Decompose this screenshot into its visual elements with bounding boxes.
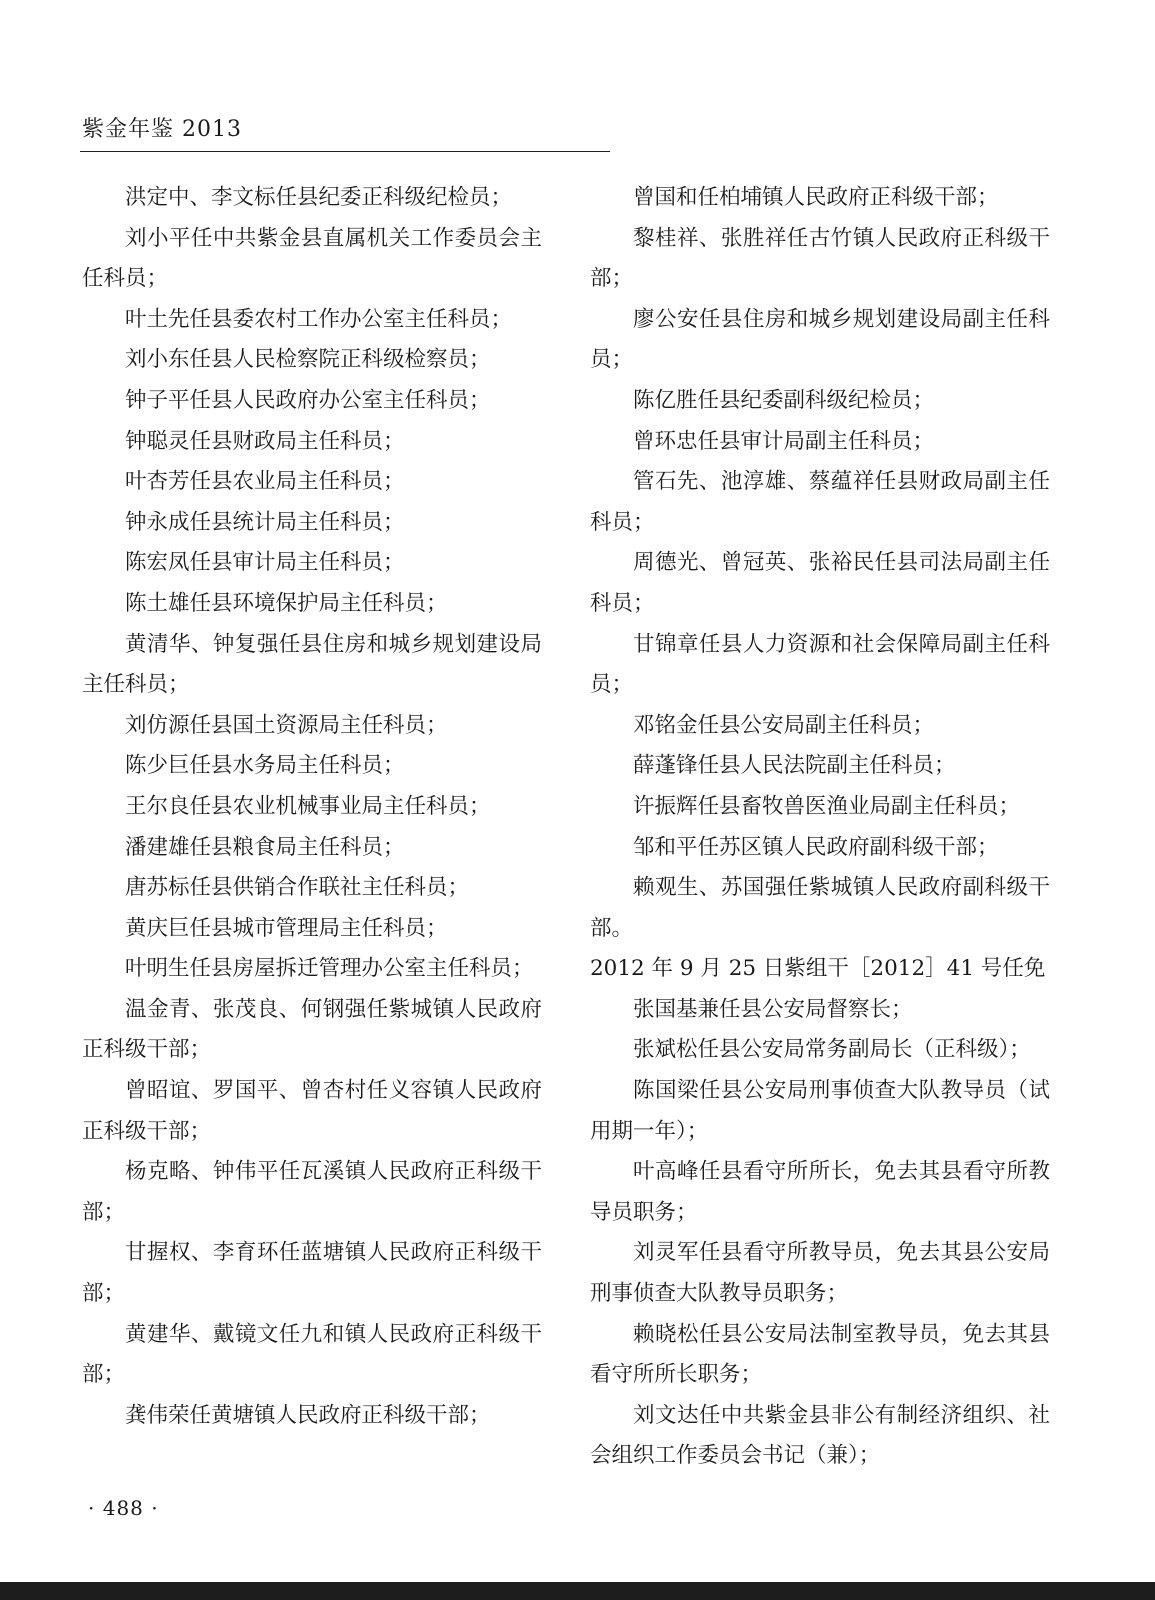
appointment-entry: 张国基兼任县公安局督察长；	[633, 996, 913, 1022]
appointment-entry: 钟聪灵任县财政局主任科员；	[125, 428, 405, 454]
appointment-entry: 管石先、池淳雄、蔡蕴祥任县财政局副主任科员；	[590, 469, 1050, 535]
right-column	[590, 178, 1050, 1477]
appointment-entry: 刘仿源任县国土资源局主任科员；	[125, 712, 448, 738]
appointment-entry: 曾国和任柏埔镇人民政府正科级干部；	[633, 185, 999, 210]
scan-bottom-edge	[0, 1582, 1155, 1600]
appointment-entry: 黄清华、钟复强任县住房和城乡规划建设局主任科员；	[82, 631, 542, 698]
page-number: · 488 ·	[88, 1496, 159, 1520]
appointment-entry: 黄建华、戴镜文任九和镇人民政府正科级干部；	[82, 1321, 542, 1388]
appointment-entry: 廖公安任县住房和城乡规划建设局副主任科员；	[590, 306, 1050, 373]
appointment-entry: 刘小东任县人民检察院正科级检察员；	[125, 347, 491, 373]
appointment-entry: 甘锦章任县人力资源和社会保障局副主任科员；	[590, 631, 1050, 698]
appointment-entry: 陈少巨任县水务局主任科员；	[125, 753, 405, 779]
appointment-entry: 曾环忠任县审计局副主任科员；	[633, 428, 935, 454]
appointment-entry: 刘灵军任县看守所教导员，免去其县公安局刑事侦查大队教导员职务；	[590, 1240, 1050, 1307]
appointment-entry: 钟永成任县统计局主任科员；	[125, 509, 405, 535]
appointment-entry: 叶杏芳任县农业局主任科员；	[125, 469, 405, 495]
appointment-entry: 陈国梁任县公安局刑事侦查大队教导员（试用期一年）；	[590, 1078, 1050, 1144]
appointment-entry: 陈宏凤任县审计局主任科员；	[125, 550, 405, 576]
appointment-entry: 张斌松任县公安局常务副局长（正科级）；	[633, 1037, 1031, 1063]
appointment-entry: 甘握权、李育环任蓝塘镇人民政府正科级干部；	[82, 1240, 542, 1307]
appointment-entry: 黎桂祥、张胜祥任古竹镇人民政府正科级干部；	[590, 225, 1050, 292]
appointment-entry: 叶明生任县房屋拆迁管理办公室主任科员；	[125, 956, 534, 982]
appointment-entry: 刘文达任中共紫金县非公有制经济组织、社会组织工作委员会书记（兼）；	[590, 1402, 1050, 1469]
appointment-entry: 邓铭金任县公安局副主任科员；	[633, 712, 935, 738]
right-column-entries-after	[590, 990, 1050, 1477]
appointment-entry: 邹和平任苏区镇人民政府副科级干部；	[633, 834, 999, 860]
appointment-entry: 温金青、张茂良、何钢强任紫城镇人民政府正科级干部；	[82, 996, 542, 1063]
appointment-entry: 曾昭谊、罗国平、曾杏村任义容镇人民政府正科级干部；	[82, 1078, 542, 1144]
appointment-entry: 龚伟荣任黄塘镇人民政府正科级干部；	[125, 1402, 491, 1428]
appointment-entry: 周德光、曾冠英、张裕民任县司法局副主任科员；	[590, 550, 1050, 616]
header-rule	[80, 151, 610, 152]
appointment-entry: 潘建雄任县粮食局主任科员；	[125, 834, 405, 860]
appointment-entry: 刘小平任中共紫金县直属机关工作委员会主任科员；	[82, 225, 542, 292]
appointment-entry: 叶土先任县委农村工作办公室主任科员；	[125, 306, 513, 332]
left-column	[82, 178, 542, 1436]
appointment-entry: 陈土雄任县环境保护局主任科员；	[125, 590, 448, 616]
appointment-entry: 杨克略、钟伟平任瓦溪镇人民政府正科级干部；	[82, 1159, 542, 1225]
running-header: 紫金年鉴 2013	[82, 117, 242, 142]
appointment-entry: 薛蓬锋任县人民法院副主任科员；	[633, 753, 956, 779]
right-column-entries	[590, 178, 1050, 949]
appointment-entry: 赖晓松任县公安局法制室教导员，免去其县看守所所长职务；	[590, 1321, 1050, 1388]
appointment-entry: 钟子平任县人民政府办公室主任科员；	[125, 387, 491, 413]
appointment-entry: 赖观生、苏国强任紫城镇人民政府副科级干部。	[590, 875, 1050, 941]
appointment-entry: 洪定中、李文标任县纪委正科级纪检员；	[125, 185, 513, 210]
appointment-entry: 许振辉任县畜牧兽医渔业局副主任科员；	[633, 793, 1021, 819]
section-heading: 2012 年 9 月 25 日紫组干［2012］41 号任免	[590, 956, 1046, 982]
appointment-entry: 陈亿胜任县纪委副科级纪检员；	[633, 387, 935, 413]
appointment-entry: 黄庆巨任县城市管理局主任科员；	[125, 915, 448, 941]
appointment-entry: 叶高峰任县看守所所长，免去其县看守所教导员职务；	[590, 1159, 1050, 1225]
appointment-entry: 唐苏标任县供销合作联社主任科员；	[125, 875, 470, 901]
appointment-entry: 王尔良任县农业机械事业局主任科员；	[125, 793, 491, 819]
